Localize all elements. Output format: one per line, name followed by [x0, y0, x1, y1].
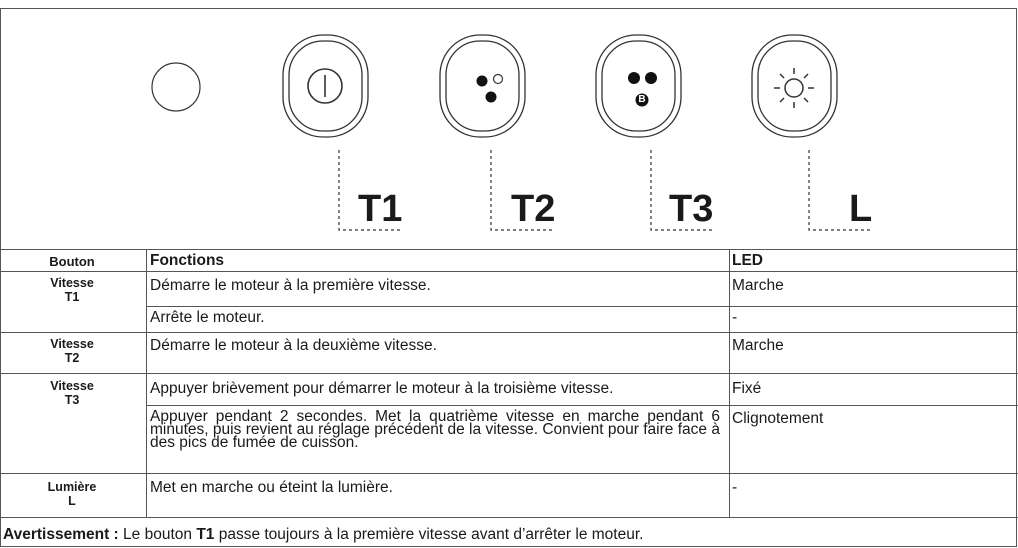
- column-divider: [146, 249, 147, 517]
- row-divider: [147, 306, 1018, 307]
- power-icon: [308, 69, 342, 103]
- row-divider: [0, 473, 1018, 474]
- button-name: Lumière L: [47, 480, 97, 508]
- label-t1: T1: [358, 188, 403, 230]
- two-dots-icon: [477, 75, 503, 103]
- column-divider: [729, 249, 730, 517]
- sun-icon: [774, 68, 814, 108]
- label-l: L: [849, 188, 873, 230]
- row-divider: [0, 373, 1018, 374]
- led-status: Marche: [732, 277, 784, 294]
- boost-badge-letter: B: [638, 94, 646, 105]
- sensor-circle: [152, 63, 200, 111]
- label-t3: T3: [669, 188, 714, 230]
- led-status: Fixé: [732, 380, 762, 397]
- header-button: Bouton: [49, 254, 95, 269]
- t3-speed-button: [596, 35, 681, 137]
- button-name: Vitesse T1: [50, 276, 94, 304]
- header-divider: [0, 271, 1018, 272]
- led-status: -: [732, 309, 738, 326]
- table-top-border: [0, 249, 1018, 250]
- warning-note: Avertissement : Le bouton T1 passe toujours à la première vitesse avant d’arrêter le moteur.: [3, 526, 644, 543]
- led-status: Marche: [732, 337, 784, 354]
- row-divider: [147, 405, 1018, 406]
- warning-button: T1: [196, 526, 215, 543]
- row-divider: [0, 332, 1018, 333]
- function-text: Appuyer pendant 2 secondes. Met la quatrième vitesse en marche pendant 6 minutes, puis revient au réglage précédent de la vitesse. Convient pour faire face à des pics de fumée de cuisson.: [150, 408, 720, 451]
- header-functions: Fonctions: [150, 252, 225, 269]
- function-text: Appuyer brièvement pour démarrer le moteur à la troisième vitesse.: [150, 380, 614, 397]
- function-text: Arrête le moteur.: [150, 309, 265, 326]
- function-text: Démarre le moteur à la deuxième vitesse.: [150, 337, 437, 354]
- button-name: Vitesse T3: [50, 379, 94, 407]
- button-name: Vitesse T2: [50, 337, 94, 365]
- function-text: Met en marche ou éteint la lumière.: [150, 479, 393, 496]
- light-button: [752, 35, 837, 137]
- function-text: Démarre le moteur à la première vitesse.: [150, 277, 431, 294]
- label-t2: T2: [511, 188, 556, 230]
- warning-label: Avertissement :: [3, 526, 119, 543]
- header-led: LED: [732, 252, 763, 269]
- led-status: Clignotement: [732, 410, 824, 427]
- led-status: -: [732, 479, 738, 496]
- leader-lines: [339, 150, 873, 230]
- row-divider: [0, 517, 1018, 518]
